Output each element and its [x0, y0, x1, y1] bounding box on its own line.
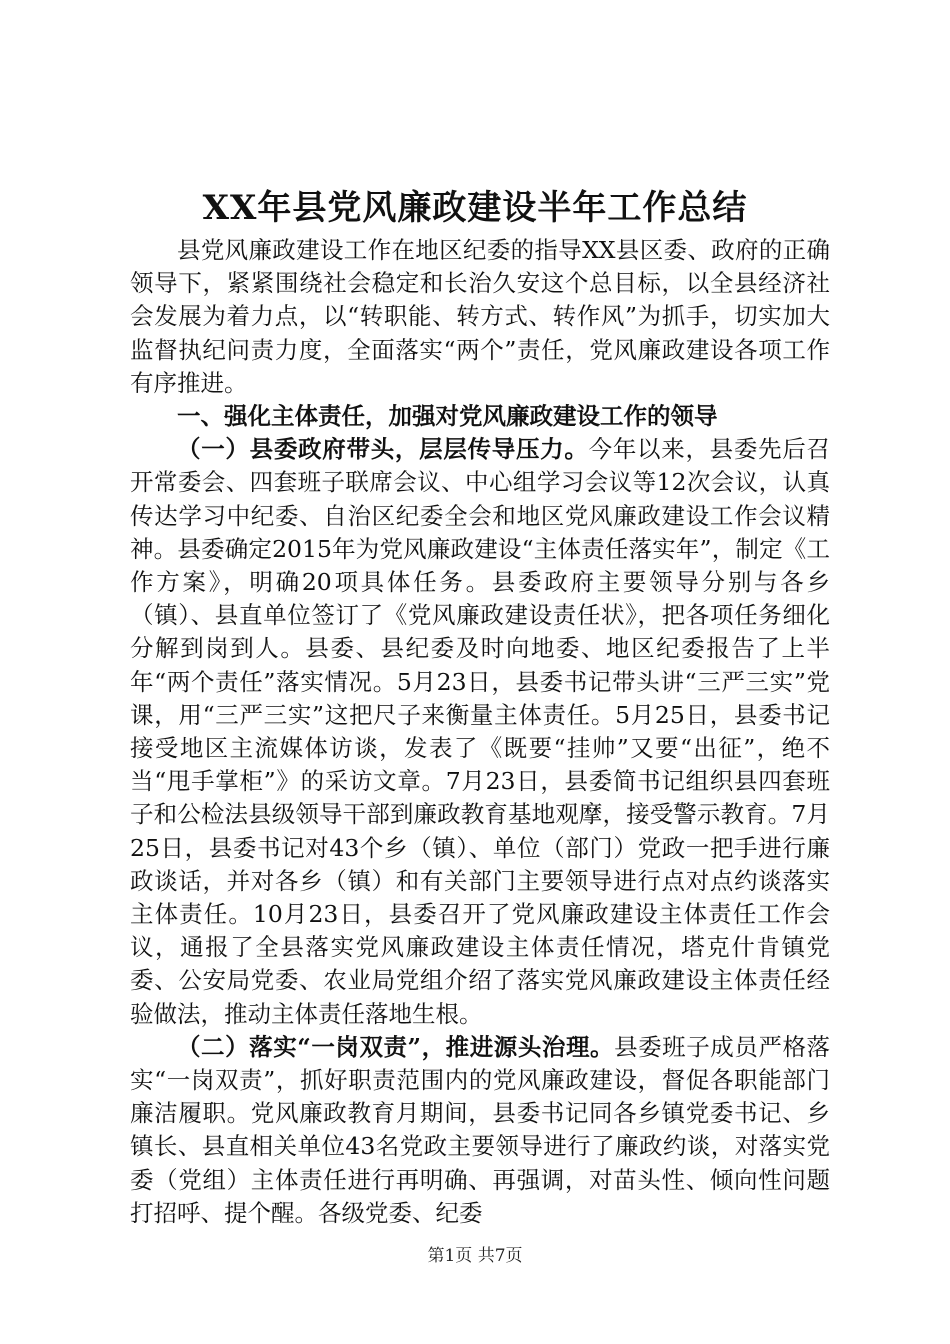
section-heading: 一、强化主体责任，加强对党风廉政建设工作的领导 [177, 402, 718, 431]
paragraph-1-body: 今年以来，县委先后召开常委会、四套班子联席会议、中心组学习会议等12次会议，认真传达学习中纪委、自治区纪委全会和地区党风廉政建设工作会议精神。县委确定2015年为党风廉政建设“主体责任落实年”，制定《工作方案》，明确20项具体任务。县委政府主要领导分别与各乡（镇）、县直单位签订了《党风廉政建设责任状》，把各项任务细化分解到岗到人。县委、县纪委及时向地委、地区纪委报告了上半年“两个责任”落实情况。5月23日，县委书记带头讲“三严三实”党课，用“三严三实”这把尺子来衡量主体责任。5月25日，县委书记接受地区主流媒体访谈，发表了《既要“挂帅”又要“出征”，绝不当“甩手掌柜”》的采访文章。7月23日，县委简书记组织县四套班子和公检法县级领导干部到廉政教育基地观摩，接受警示教育。7月25日，县委书记对43个乡（镇）、单位（部门）党政一把手进行廉政谈话，并对各乡（镇）和有关部门主要领导进行点对点约谈落实主体责任。10月23日，县委召开了党风廉政建设主体责任工作会议，通报了全县落实党风廉政建设主体责任情况，塔克什肯镇党委、公安局党委、农业局党组介绍了落实党风廉政建设主体责任经验做法，推动主体责任落地生根。 [130, 435, 831, 1028]
paragraph-2-lead: （二）落实“一岗双责”，推进源头治理。 [177, 1032, 615, 1061]
document-title: XX年县党风廉政建设半年工作总结 [202, 188, 748, 228]
paragraph-2-body: 县委班子成员严格落实“一岗双责”，抓好职责范围内的党风廉政建设，督促各职能部门廉洁履职。党风廉政教育月期间，县委书记同各乡镇党委书记、乡镇长、县直相关单位43名党政主要领导进行了廉政约谈，对落实党委（党组）主体责任进行再明确、再强调，对苗头性、倾向性问题打招呼、提个醒。各级党委、纪委 [130, 1032, 830, 1227]
page-footer: 第1页 共7页 [427, 1246, 523, 1266]
document-body [130, 234, 830, 1230]
intro-paragraph: 县党风廉政建设工作在地区纪委的指导XX县区委、政府的正确领导下，紧紧围绕社会稳定和长治久安这个总目标，以全县经济社会发展为着力点，以“转职能、转方式、转作风”为抓手，切实加大监督执纪问责力度，全面落实“两个”责任，党风廉政建设各项工作有序推进。 [130, 236, 830, 397]
paragraph-1-lead: （一）县委政府带头，层层传导压力。 [177, 435, 589, 464]
paragraph-2 [130, 1031, 830, 1230]
paragraph-1 [130, 433, 830, 1031]
